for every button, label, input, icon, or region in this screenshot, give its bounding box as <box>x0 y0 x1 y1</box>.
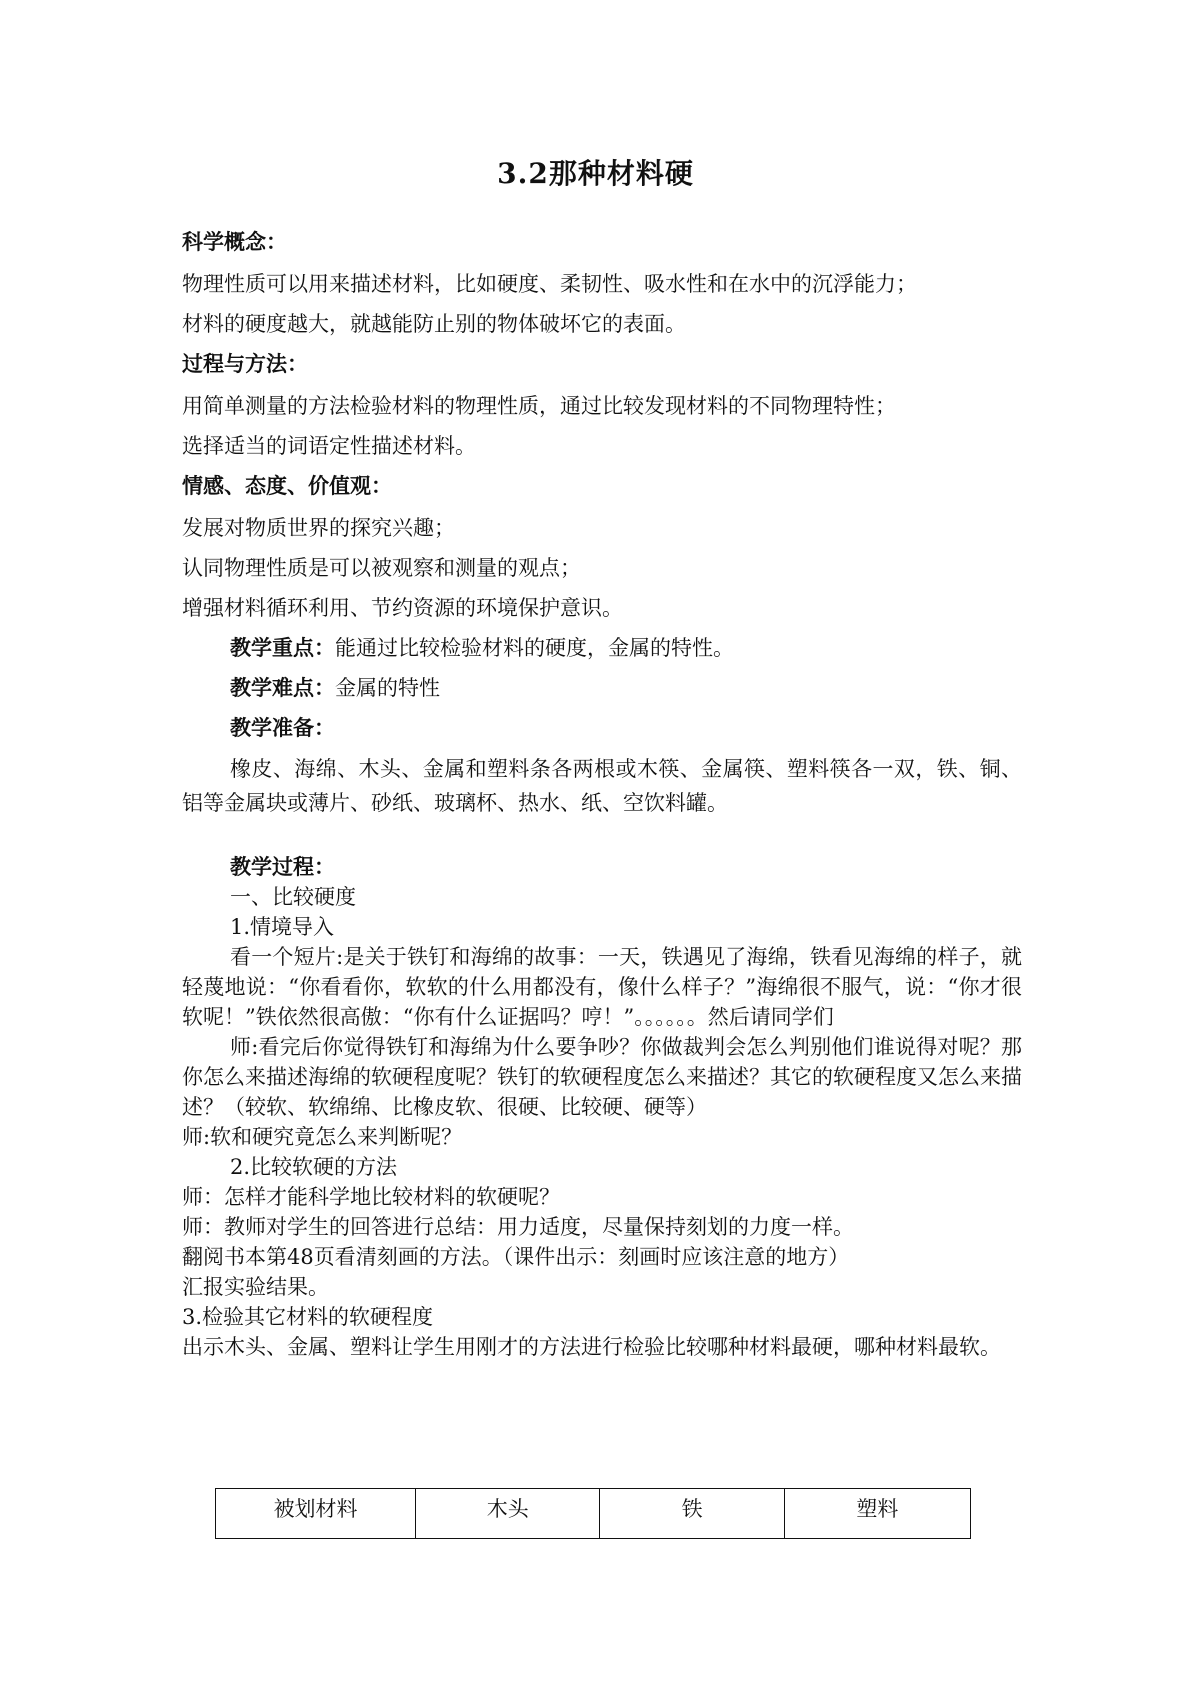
difficulty-label: 教学难点： <box>230 675 335 700</box>
process-line-2: 选择适当的词语定性描述材料。 <box>182 434 476 458</box>
teaching-step-2: 2.比较软硬的方法 <box>230 1155 398 1179</box>
attitude-line-3: 增强材料循环利用、节约资源的环境保护意识。 <box>182 596 623 620</box>
teaching-question-3: 师：怎样才能科学地比较材料的软硬呢？ <box>182 1185 560 1209</box>
teaching-question-5: 翻阅书本第48页看清刻画的方法。（课件出示：刻画时应该注意的地方） <box>182 1245 850 1269</box>
preparation-label: 教学准备： <box>230 715 335 740</box>
process-heading: 过程与方法： <box>182 351 308 376</box>
teaching-heading <box>182 852 1022 882</box>
table-cell-iron: 铁 <box>600 1489 784 1539</box>
teaching-label: 教学过程： <box>230 854 335 879</box>
table-cell-material: 被划材料 <box>216 1489 416 1539</box>
teaching-question-7: 出示木头、金属、塑料让学生用刚才的方法进行检验比较哪种材料最硬，哪种材料最软。 <box>182 1335 1001 1359</box>
concept-heading: 科学概念： <box>182 229 287 254</box>
table-cell-wood: 木头 <box>416 1489 600 1539</box>
teaching-question-4: 师：教师对学生的回答进行总结：用力适度，尽量保持刻划的力度一样。 <box>182 1215 854 1239</box>
teaching-question-2: 师:软和硬究竟怎么来判断呢？ <box>182 1125 463 1149</box>
key-point-label: 教学重点： <box>230 635 335 660</box>
materials-table <box>215 1488 971 1539</box>
teaching-question-6: 汇报实验结果。 <box>182 1275 329 1299</box>
process-line-1: 用简单测量的方法检验材料的物理性质，通过比较发现材料的不同物理特性； <box>182 394 896 418</box>
page-title: 3.2那种材料硬 <box>497 157 694 190</box>
document-body <box>182 226 1022 1362</box>
teaching-question-1: 师:看完后你觉得铁钉和海绵为什么要争吵？你做裁判会怎么判别他们谁说得对呢？那你怎么来描述海绵的软硬程度呢？铁钉的软硬程度怎么来描述？其它的软硬程度又怎么来描述？（较软、软绵绵、比橡皮软、很硬、比较硬、硬等） <box>182 1035 1022 1119</box>
difficulty <box>182 668 1022 708</box>
teaching-step-1: 1.情境导入 <box>230 915 335 939</box>
table-row <box>216 1489 971 1539</box>
concept-line-2: 材料的硬度越大，就越能防止别的物体破坏它的表面。 <box>182 312 686 336</box>
attitude-line-2: 认同物理性质是可以被观察和测量的观点； <box>182 556 581 580</box>
attitude-heading: 情感、态度、价值观： <box>182 473 392 498</box>
teaching-story: 看一个短片:是关于铁钉和海绵的故事：一天，铁遇见了海绵，铁看见海绵的样子，就轻蔑地说：“你看看你，软软的什么用都没有，像什么样子？”海绵很不服气，说：“你才很软呢！”铁依然很高傲：“你有什么证据吗？哼！”。。。。。。然后请同学们 <box>182 945 1022 1029</box>
teaching-part-1: 一、比较硬度 <box>230 885 356 909</box>
table-cell-plastic: 塑料 <box>784 1489 970 1539</box>
teaching-step-3: 3.检验其它材料的软硬程度 <box>182 1305 434 1329</box>
concept-line-1: 物理性质可以用来描述材料，比如硬度、柔韧性、吸水性和在水中的沉浮能力； <box>182 272 917 296</box>
attitude-line-1: 发展对物质世界的探究兴趣； <box>182 516 455 540</box>
key-point <box>182 628 1022 668</box>
preparation-text: 橡皮、海绵、木头、金属和塑料条各两根或木筷、金属筷、塑料筷各一双，铁、铜、铝等金属块或薄片、砂纸、玻璃杯、热水、纸、空饮料罐。 <box>182 757 1022 815</box>
preparation-heading <box>182 708 1022 748</box>
key-point-text: 能通过比较检验材料的硬度，金属的特性。 <box>335 636 734 660</box>
difficulty-text: 金属的特性 <box>335 676 440 700</box>
